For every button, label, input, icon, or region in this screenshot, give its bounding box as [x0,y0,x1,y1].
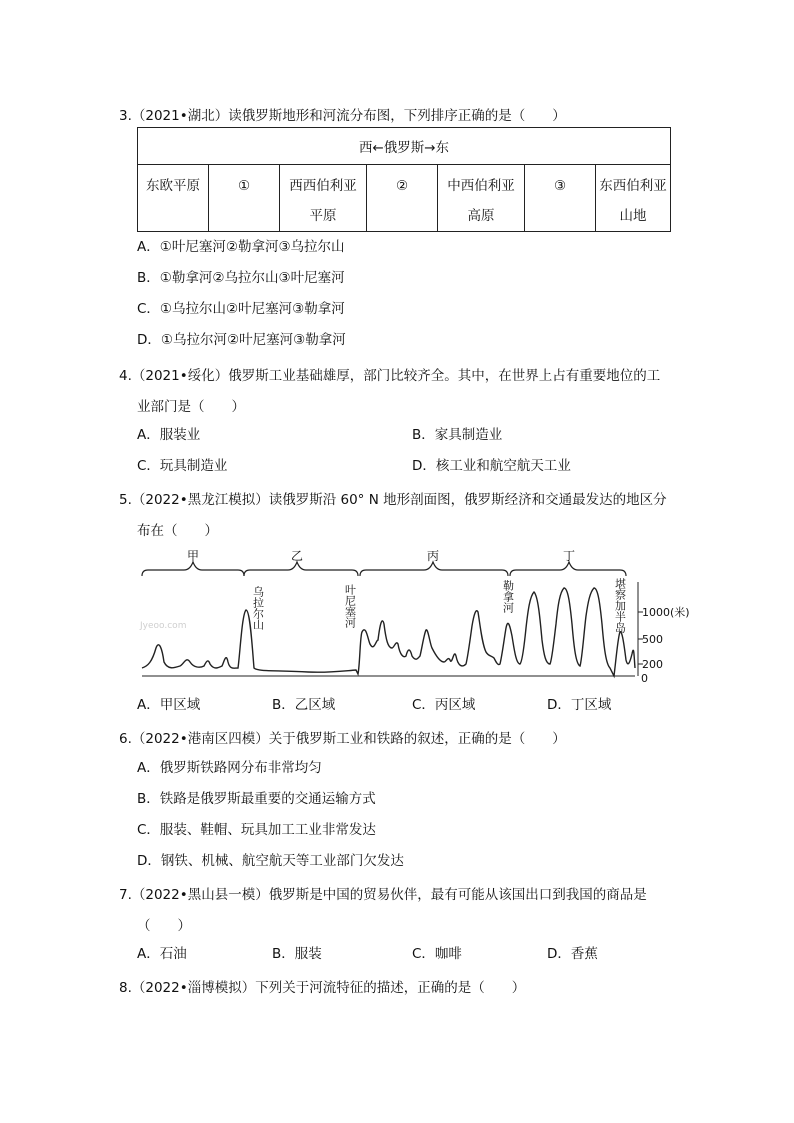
q3-stem: 3.（2021•湖北）读俄罗斯地形和河流分布图，下列排序正确的是（ ） [119,108,566,124]
q3-table-header: 西←俄罗斯→东 [138,128,671,165]
q5-option-a[interactable]: A．甲区域 [137,697,201,713]
q4-option-b[interactable]: B．家具制造业 [412,427,503,443]
q7-option-b[interactable]: B．服装 [272,946,322,962]
label-kamchatka-peninsula: 堪察加半岛 [613,578,627,633]
q7-option-c[interactable]: C．咖啡 [412,946,462,962]
q7-stem-line1: 7.（2022•黑山县一模）俄罗斯是中国的贸易伙伴，最有可能从该国出口到我国的商品是 [119,887,647,903]
q5-option-c[interactable]: C．丙区域 [412,697,476,713]
region-label-yi: 乙 [290,549,304,563]
q3-cell-east-european-plain: 东欧平原 [138,165,209,232]
q6-option-d[interactable]: D．钢铁、机械、航空航天等工业部门欠发达 [137,853,404,869]
q3-cell-east-siberian-mountains: 东西伯利亚山地 [596,165,671,232]
q3-table [137,127,671,232]
q8-stem: 8.（2022•淄博模拟）下列关于河流特征的描述，正确的是（ ） [119,980,526,996]
axis-label-1000: 1000(米) [642,606,690,619]
q5-stem-line2: 布在（ ） [137,523,218,539]
terrain-profile-line [142,588,635,676]
q4-stem-line2: 业部门是（ ） [137,399,245,415]
q6-stem: 6.（2022•港南区四模）关于俄罗斯工业和铁路的叙述，正确的是（ ） [119,731,566,747]
q3-option-c[interactable]: C．①乌拉尔山②叶尼塞河③勒拿河 [137,301,345,317]
q7-stem-line2: （ ） [137,918,191,934]
q3-option-b[interactable]: B．①勒拿河②乌拉尔山③叶尼塞河 [137,270,345,286]
region-label-ding: 丁 [562,549,576,563]
q3-cell-1: ① [209,165,280,232]
brace-region-ding [510,562,626,576]
label-ural-mountains: 乌拉尔山 [251,586,265,630]
q3-cell-west-siberian-plain: 西西伯利亚平原 [280,165,367,232]
brace-region-bing [360,562,508,576]
axis-label-500: 500 [642,633,663,646]
brace-region-jia [142,562,244,576]
q7-option-a[interactable]: A．石油 [137,946,187,962]
brace-region-yi [244,562,358,576]
q4-option-c[interactable]: C．玩具制造业 [137,458,228,474]
region-label-bing: 丙 [426,549,440,563]
q4-option-d[interactable]: D．核工业和航空航天工业 [412,458,571,474]
region-label-jia: 甲 [186,549,200,563]
q3-option-a[interactable]: A．①叶尼塞河②勒拿河③乌拉尔山 [137,239,345,255]
q3-option-d[interactable]: D．①乌拉尔河②叶尼塞河③勒拿河 [137,332,346,348]
q3-cell-2: ② [367,165,438,232]
label-lena-river: 勒拿河 [501,580,515,613]
q6-option-b[interactable]: B．铁路是俄罗斯最重要的交通运输方式 [137,791,376,807]
q3-cell-central-siberian-plateau: 中西伯利亚高原 [438,165,525,232]
axis-label-0: 0 [641,672,648,685]
watermark-text: Jyeoo.com [140,621,187,631]
terrain-profile-figure [138,544,698,686]
q3-cell-3: ③ [525,165,596,232]
axis-label-200: 200 [642,658,663,671]
q6-option-a[interactable]: A．俄罗斯铁路网分布非常均匀 [137,760,322,776]
q4-option-a[interactable]: A．服装业 [137,427,201,443]
q6-option-c[interactable]: C．服装、鞋帽、玩具加工工业非常发达 [137,822,376,838]
q7-option-d[interactable]: D．香蕉 [547,946,598,962]
q5-option-d[interactable]: D．丁区域 [547,697,612,713]
q5-stem-line1: 5.（2022•黑龙江模拟）读俄罗斯沿 60° N 地形剖面图，俄罗斯经济和交通最发达的地区分 [119,492,667,508]
q4-stem-line1: 4.（2021•绥化）俄罗斯工业基础雄厚，部门比较齐全。其中，在世界上占有重要地位的工 [119,368,661,384]
q5-option-b[interactable]: B．乙区域 [272,697,336,713]
label-yenisei-river: 叶尼塞河 [343,584,357,628]
